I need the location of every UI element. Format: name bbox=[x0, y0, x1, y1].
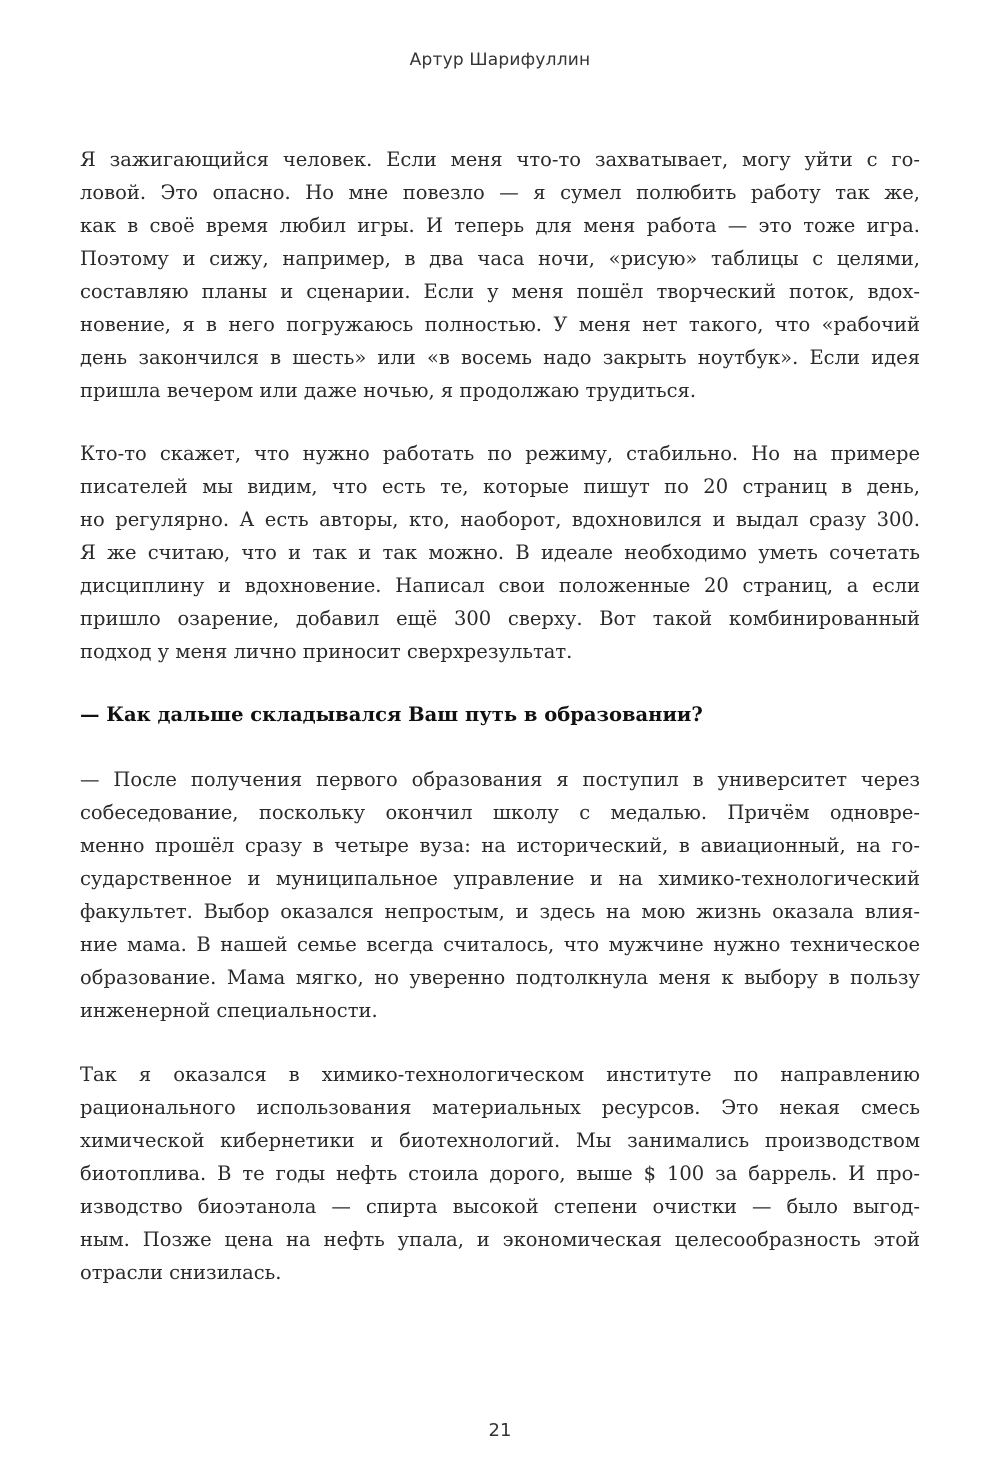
text-line: рационального использования материальных ресурсов. Это некая смесь bbox=[80, 1096, 920, 1119]
text-line: факультет. Выбор оказался непростым, и здесь на мою жизнь оказала влия- bbox=[80, 900, 920, 923]
text-line: образование. Мама мягко, но уверенно подтолкнула меня к выбору в пользу bbox=[80, 966, 920, 989]
text-line: ным. Позже цена на нефть упала, и экономическая целесообразность этой bbox=[80, 1228, 920, 1251]
text-line: собеседование, поскольку окончил школу с медалью. Причём одновре- bbox=[80, 801, 920, 824]
text-line: изводство биоэтанола — спирта высокой степени очистки — было выгод- bbox=[80, 1195, 920, 1218]
text-line: — После получения первого образования я поступил в университет через bbox=[80, 768, 920, 791]
text-line: составляю планы и сценарии. Если у меня пошёл творческий поток, вдох- bbox=[80, 280, 920, 303]
text-line: инженерной специальности. bbox=[80, 999, 378, 1022]
text-line: пришла вечером или даже ночью, я продолжаю трудиться. bbox=[80, 379, 697, 402]
text-line: день закончился в шесть» или «в восемь надо закрыть ноутбук». Если идея bbox=[80, 346, 920, 369]
running-header-author: Артур Шарифуллин bbox=[409, 50, 591, 70]
paragraph-4 bbox=[80, 1058, 920, 1289]
text-line: биотоплива. В те годы нефть стоила дорого, выше $ 100 за баррель. И про- bbox=[80, 1162, 920, 1185]
text-line: пришло озарение, добавил ещё 300 сверху. Вот такой комбинированный bbox=[80, 607, 920, 630]
interview-question bbox=[80, 698, 920, 731]
text-line: ловой. Это опасно. Но мне повезло — я сумел полюбить работу так же, bbox=[80, 181, 920, 204]
text-line: Кто-то скажет, что нужно работать по режиму, стабильно. Но на примере bbox=[80, 442, 920, 465]
text-line: новение, я в него погружаюсь полностью. У меня нет такого, что «рабочий bbox=[80, 313, 920, 336]
text-line: Я же считаю, что и так и так можно. В идеале необходимо уметь сочетать bbox=[80, 541, 920, 564]
text-line: химической кибернетики и биотехнологий. Мы занимались производством bbox=[80, 1129, 920, 1152]
paragraph-2 bbox=[80, 437, 920, 668]
paragraph-3 bbox=[80, 763, 920, 1027]
text-line: подход у меня лично приносит сверхрезультат. bbox=[80, 640, 573, 663]
text-line: сударственное и муниципальное управление и на химико-технологический bbox=[80, 867, 920, 890]
text-line: дисциплину и вдохновение. Написал свои положенные 20 страниц, а если bbox=[80, 574, 920, 597]
text-line: но регулярно. А есть авторы, кто, наоборот, вдохновился и выдал сразу 300. bbox=[80, 508, 920, 531]
text-line: Поэтому и сижу, например, в два часа ночи, «рисую» таблицы с целями, bbox=[80, 247, 920, 270]
text-line: Я зажигающийся человек. Если меня что-то захватывает, могу уйти с го- bbox=[80, 148, 920, 171]
question-line: — Как дальше складывался Ваш путь в образовании? bbox=[80, 703, 703, 726]
text-line: ние мама. В нашей семье всегда считалось, что мужчине нужно техническое bbox=[80, 933, 920, 956]
text-line: как в своё время любил игры. И теперь для меня работа — это тоже игра. bbox=[80, 214, 920, 237]
text-line: писателей мы видим, что есть те, которые пишут по 20 страниц в день, bbox=[80, 475, 920, 498]
page-number: 21 bbox=[488, 1420, 512, 1441]
text-line: Так я оказался в химико-технологическом институте по направлению bbox=[80, 1063, 920, 1086]
text-line: отрасли снизилась. bbox=[80, 1261, 282, 1284]
text-line: менно прошёл сразу в четыре вуза: на исторический, в авиационный, на го- bbox=[80, 834, 920, 857]
paragraph-1 bbox=[80, 143, 920, 407]
